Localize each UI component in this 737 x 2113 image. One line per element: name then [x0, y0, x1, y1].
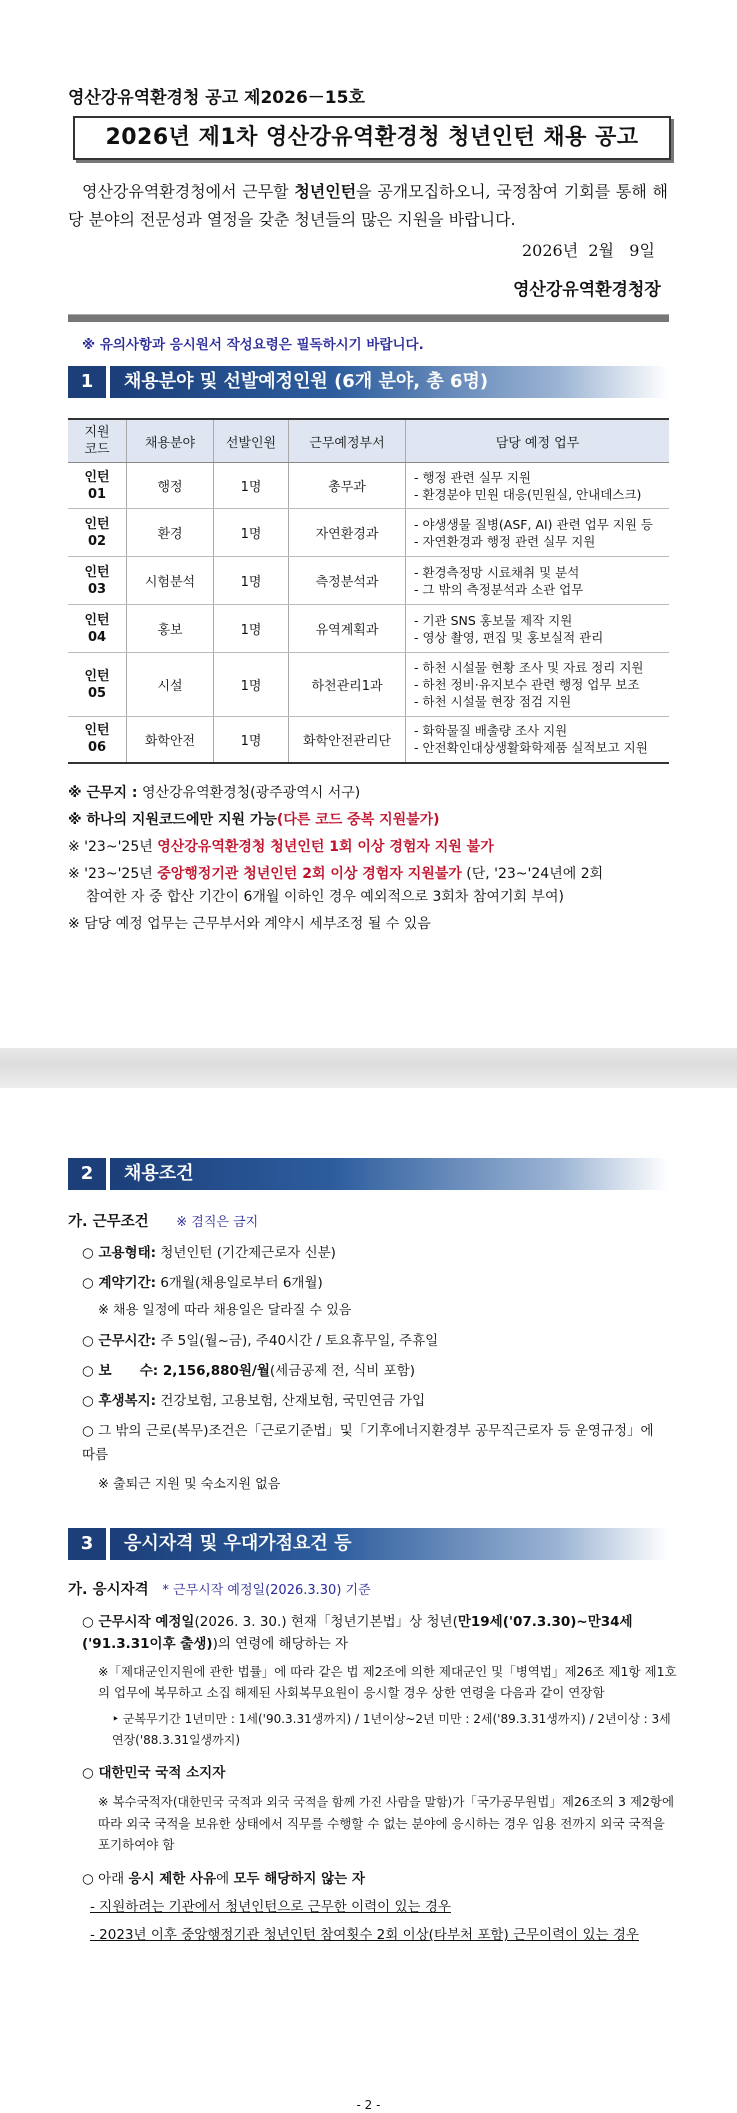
- count-cell: 1명: [214, 717, 289, 763]
- section-1-header: [68, 366, 669, 398]
- column-header: 담당 예정 업무: [406, 419, 670, 463]
- section-1-notes: [68, 782, 673, 940]
- section-number: 2: [68, 1158, 106, 1190]
- welfare: ○ 후생복지: 건강보험, 고용보험, 산재보험, 국민연금 가입: [82, 1393, 426, 1409]
- sub-heading: 가. 근무조건 ※ 겸직은 금지: [68, 1214, 259, 1230]
- count-cell: 1명: [214, 653, 289, 717]
- section-number: 3: [68, 1528, 106, 1560]
- restriction-heading: ○ 아래 응시 제한 사유에 모두 해당하지 않는 자: [82, 1871, 365, 1887]
- duty-cell: - 기관 SNS 홍보물 제작 지원 - 영상 촬영, 편집 및 홍보실적 관리: [406, 605, 670, 653]
- nationality: ○ 대한민국 국적 소지자: [82, 1765, 226, 1781]
- column-header: 근무예정부서: [289, 419, 406, 463]
- age-requirement: ○ 근무시작 예정일(2026. 3. 30.) 현재「청년기본법」상 청년(만19세('07.3.30)~만34세('91.3.31이후 출생))의 연령에 해당하는 자: [82, 1614, 633, 1652]
- work-conditions: [68, 1210, 678, 1497]
- count-cell: 1명: [214, 509, 289, 557]
- column-header: 선발인원: [214, 419, 289, 463]
- dept-cell: 하천관리1과: [289, 653, 406, 717]
- note-previous-intern: ※ '23~'25년 영산강유역환경청 청년인턴 1회 이상 경험자 지원 불가: [68, 839, 494, 855]
- restriction-item: - 2023년 이후 중앙행정기관 청년인턴 참여횟수 2회 이상(타부처 포함) 근무이력이 있는 경우: [90, 1927, 639, 1943]
- employment-type: ○ 고용형태: 청년인턴 (기간제근로자 신분): [82, 1245, 336, 1261]
- section-title: 채용분야 및 선발예정인원 (6개 분야, 총 6명): [110, 366, 669, 398]
- page-number: - 2 -: [356, 2098, 381, 2112]
- table-row: [68, 653, 669, 717]
- sub-heading: 가. 응시자격 * 근무시작 예정일(2026.3.30) 기준: [68, 1582, 371, 1598]
- dept-cell: 총무과: [289, 463, 406, 509]
- page-1: [0, 0, 737, 1050]
- note-single-code: ※ 하나의 지원코드에만 지원 가능(다른 코드 중복 지원불가): [68, 812, 440, 828]
- military-detail: ‣ 군복무기간 1년미만 : 1세('90.3.31생까지) / 1년이상~2년 미만 : 2세('89.3.31생까지) / 2년이상 : 3세 연장('88.3.31일생까지): [112, 1712, 671, 1747]
- column-header: 지원 코드: [68, 419, 127, 463]
- dept-cell: 측정분석과: [289, 557, 406, 605]
- field-cell: 시험분석: [127, 557, 214, 605]
- count-cell: 1명: [214, 557, 289, 605]
- section-title: 응시자격 및 우대가점요건 등: [110, 1528, 669, 1560]
- note-central-agency: ※ '23~'25년 중앙행정기관 청년인턴 2회 이상 경험자 지원불가 (단, '23~'24년에 2회 참여한 자 중 합산 기간이 6개월 이하인 경우 예외적으로 3회차 참여기회 부여): [68, 866, 604, 905]
- duty-cell: - 화학물질 배출량 조사 지원 - 안전확인대상생활화학제품 실적보고 지원: [406, 717, 670, 763]
- count-cell: 1명: [214, 463, 289, 509]
- dual-nationality-note: ※ 복수국적자(대한민국 국적과 외국 국적을 함께 가진 사람을 말함)가「국가공무원법」제26조의 3 제2항에 따라 외국 국적을 보유한 상태에서 직무를 수행할 수 없는 분야에 응시하는 경우 임용 전까지 외국 국적을 포기하여야 함: [98, 1794, 675, 1852]
- field-cell: 시설: [127, 653, 214, 717]
- table-row: [68, 557, 669, 605]
- dept-cell: 유역계획과: [289, 605, 406, 653]
- section-title: 채용조건: [110, 1158, 669, 1190]
- duty-cell: - 하천 시설물 현황 조사 및 자료 정리 지원 - 하천 정비·유지보수 관련 행정 업무 보조 - 하천 시설물 현장 점검 지원: [406, 653, 670, 717]
- recruitment-table: [68, 418, 669, 764]
- field-cell: 행정: [127, 463, 214, 509]
- other-conditions: ○ 그 밖의 근로(복무)조건은「근로기준법」및「기후에너지환경부 공무직근로자 등 운영규정」에 따름: [82, 1423, 654, 1463]
- duty-cell: - 환경측정망 시료채취 및 분석 - 그 밖의 측정분석과 소관 업무: [406, 557, 670, 605]
- commute-note: ※ 출퇴근 지원 및 숙소지원 없음: [98, 1477, 281, 1492]
- table-row: [68, 463, 669, 509]
- note-workplace: ※ 근무지 : 영산강유역환경청(광주광역시 서구): [68, 785, 361, 801]
- count-cell: 1명: [214, 605, 289, 653]
- notice-date: 2026년 2월 9일: [522, 241, 655, 260]
- restriction-item: - 지원하려는 기관에서 청년인턴으로 근무한 이력이 있는 경우: [90, 1899, 451, 1915]
- dept-cell: 자연환경과: [289, 509, 406, 557]
- dept-cell: 화학안전관리단: [289, 717, 406, 763]
- duty-cell: - 행정 관련 실무 지원 - 환경분야 민원 대응(민원실, 안내데스크): [406, 463, 670, 509]
- code-cell: 인턴 04: [68, 605, 127, 653]
- intro-paragraph: 영산강유역환경청에서 근무할 청년인턴을 공개모집하오니, 국정참여 기회를 통해 해당 분야의 전문성과 열정을 갖춘 청년들의 많은 지원을 바랍니다.: [68, 182, 668, 229]
- notice-number: 영산강유역환경청 공고 제2026－15호: [68, 88, 365, 108]
- military-note: ※「제대군인지원에 관한 법률」에 따라 같은 법 제2조에 의한 제대군인 및「병역법」제26조 제1항 제1호의 업무에 복무하고 소집 해제된 사회복무요원이 응시할 경우 상한 연령을 다음과 같이 연장함: [98, 1664, 677, 1700]
- notice-title: 2026년 제1차 영산강유역환경청 청년인턴 채용 공고: [73, 116, 671, 160]
- top-note: ※ 유의사항과 응시원서 작성요령은 필독하시기 바랍니다.: [82, 337, 424, 353]
- code-cell: 인턴 06: [68, 717, 127, 763]
- field-cell: 홍보: [127, 605, 214, 653]
- section-number: 1: [68, 366, 106, 398]
- code-cell: 인턴 03: [68, 557, 127, 605]
- page-separator: [0, 1048, 737, 1088]
- duty-cell: - 야생생물 질병(ASF, AI) 관련 업무 지원 등 - 자연환경과 행정 관련 실무 지원: [406, 509, 670, 557]
- table-row: [68, 717, 669, 763]
- field-cell: 화학안전: [127, 717, 214, 763]
- eligibility: [68, 1578, 678, 1947]
- contract-note: ※ 채용 일정에 따라 채용일은 달라질 수 있음: [98, 1303, 352, 1318]
- code-cell: 인턴 02: [68, 509, 127, 557]
- code-cell: 인턴 05: [68, 653, 127, 717]
- work-hours: ○ 근무시간: 주 5일(월~금), 주40시간 / 토요휴무일, 주휴일: [82, 1333, 439, 1349]
- field-cell: 환경: [127, 509, 214, 557]
- column-header: 채용분야: [127, 419, 214, 463]
- contract-period: ○ 계약기간: 6개월(채용일로부터 6개월): [82, 1275, 323, 1291]
- code-cell: 인턴 01: [68, 463, 127, 509]
- note-duty-adjust: ※ 담당 예정 업무는 근무부서와 계약시 세부조정 될 수 있음: [68, 916, 431, 932]
- section-3-header: [68, 1528, 669, 1560]
- table-row: [68, 509, 669, 557]
- divider: [68, 314, 669, 322]
- table-row: [68, 605, 669, 653]
- issuer: 영산강유역환경청장: [513, 280, 661, 300]
- salary: ○ 보 수: 2,156,880원/월(세금공제 전, 식비 포함): [82, 1363, 415, 1379]
- section-2-header: [68, 1158, 669, 1190]
